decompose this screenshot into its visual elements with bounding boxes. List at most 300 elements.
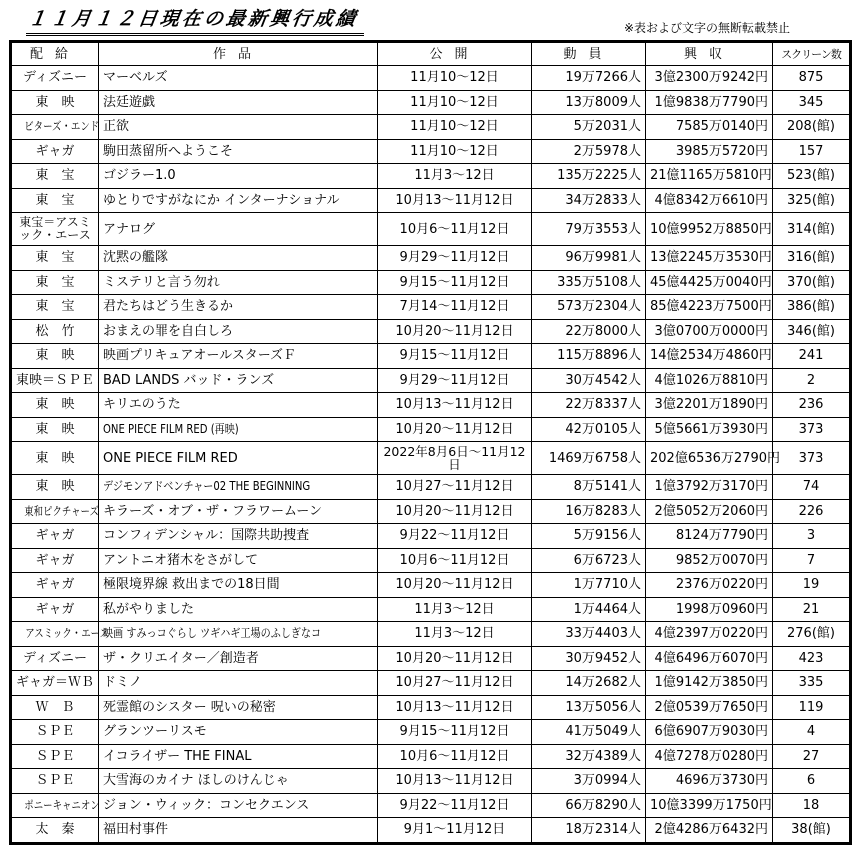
cell-audience [532,393,646,418]
cell-audience-text: 115万8896人 [557,348,641,364]
cell-screens [773,66,850,91]
cell-revenue-text: 1億9838万7790円 [654,94,768,110]
table-row [12,246,850,271]
cell-revenue [646,475,773,500]
cell-screens [773,769,850,794]
cell-audience-text: 3万0994人 [573,773,641,789]
cell-revenue [646,368,773,393]
cell-distributor-text: 東 宝 [35,250,75,266]
cell-revenue [646,442,780,475]
cell-screens [773,720,850,745]
table-row [12,548,850,573]
cell-screens [773,646,850,671]
cell-release-period-text: 2022年8月6日～11月12日 [383,444,526,472]
cell-work [99,744,378,769]
cell-audience-text: 13万5056人 [565,699,641,715]
cell-distributor-text: ディズニー [23,650,87,666]
cell-distributor-text: 東 映 [35,421,75,437]
cell-work [99,646,378,671]
cell-screens-text: 523(館) [787,168,835,184]
cell-distributor-text: ギャガ [35,552,75,568]
cell-revenue-text: 1億3792万3170円 [654,479,768,495]
cell-work-text: イコライザー THE FINAL [103,748,252,764]
cell-audience [532,818,646,843]
cell-release-period [378,548,532,573]
cell-audience [532,115,646,140]
cell-revenue [646,270,773,295]
cell-revenue-text: 1998万0960円 [675,601,768,617]
cell-screens [773,90,850,115]
cell-screens [773,417,850,442]
table-row [12,417,850,442]
cell-audience [532,475,646,500]
cell-revenue [646,66,773,91]
cell-work [99,115,378,140]
cell-work-text: ザ・クリエイター／創造者 [103,650,259,666]
cell-distributor [12,344,99,369]
cell-audience-text: 19万7266人 [565,70,641,86]
cell-distributor [12,319,99,344]
header-distributor: 配給 [12,43,99,66]
table-row [12,524,850,549]
cell-screens [773,744,850,769]
cell-distributor-text: 東 映 [35,397,75,413]
table-row [12,139,850,164]
header-screens: スクリーン数 [773,43,850,66]
cell-release-period-text: 9月15～11月12日 [399,274,510,290]
cell-release-period [378,115,532,140]
cell-distributor [12,548,99,573]
cell-release-period-text: 7月14～11月12日 [399,299,510,315]
cell-work [99,524,378,549]
cell-distributor-text: ＳＰＥ [35,773,75,789]
cell-release-period [378,671,532,696]
cell-screens-text: 316(館) [787,250,835,266]
cell-revenue-text: 10億9952万8850円 [650,221,772,237]
cell-release-period-text: 11月3～12日 [414,626,495,642]
cell-release-period-text: 10月27～11月12日 [395,479,514,495]
cell-distributor-text: ＳＰＥ [35,748,75,764]
table-row [12,344,850,369]
table-row [12,213,850,246]
cell-work [99,270,378,295]
cell-distributor [12,393,99,418]
cell-revenue-text: 45億4425万0040円 [650,274,772,290]
cell-distributor [12,115,99,140]
cell-screens-text: 6 [806,773,816,789]
cell-audience-text: 33万4403人 [565,626,641,642]
page-title: １１月１２日現在の最新興行成績 [26,8,360,30]
cell-distributor [12,164,99,189]
cell-audience-text: 79万3553人 [565,221,641,237]
cell-work [99,139,378,164]
table-row [12,622,850,647]
table-row [12,188,850,213]
cell-audience-text: 1万4464人 [573,601,641,617]
table-row [12,90,850,115]
cell-audience-text: 1万7710人 [573,577,641,593]
cell-distributor-text: アスミック・エース [25,626,110,641]
cell-audience-text: 22万8337人 [565,397,641,413]
cell-audience-text: 30万9452人 [565,650,641,666]
cell-work-text: 死霊館のシスター 呪いの秘密 [103,699,276,715]
cell-release-period-text: 9月22～11月12日 [399,797,510,813]
cell-distributor [12,793,99,818]
cell-revenue [646,548,773,573]
cell-screens [773,213,850,246]
table-row [12,597,850,622]
cell-screens-text: 370(館) [787,274,835,290]
header-audience: 動員 [532,43,646,66]
cell-audience-text: 22万8000人 [565,323,641,339]
cell-distributor [12,66,99,91]
cell-release-period [378,213,532,246]
cell-distributor-text: 東 宝 [35,299,75,315]
cell-revenue-text: 2億0539万7650円 [654,699,768,715]
cell-revenue [646,499,773,524]
table-row [12,442,850,475]
cell-audience-text: 42万0105人 [565,421,641,437]
cell-distributor-text: 東宝＝アスミック・エース [19,215,91,242]
cell-release-period-text: 9月22～11月12日 [399,528,510,544]
cell-audience [532,368,646,393]
cell-release-period [378,499,532,524]
cell-release-period [378,524,532,549]
cell-revenue [646,90,773,115]
cell-screens-text: 373 [798,421,824,437]
cell-audience [532,319,646,344]
cell-distributor [12,646,99,671]
cell-work-text: ミステリと言う勿れ [103,274,220,290]
table-row [12,475,850,500]
cell-screens [773,115,850,140]
cell-distributor-text: 東 映 [35,348,75,364]
cell-release-period [378,90,532,115]
cell-distributor-text: 東 映 [35,94,75,110]
cell-audience-text: 32万4389人 [565,748,641,764]
header-revenue: 興収 [646,43,773,66]
cell-release-period [378,417,532,442]
cell-work [99,671,378,696]
table-row [12,393,850,418]
cell-release-period-text: 10月6～11月12日 [399,552,510,568]
cell-revenue [646,417,773,442]
cell-revenue-text: 6億6907万9030円 [654,724,768,740]
cell-work-text: 大雪海のカイナ ほしのけんじゃ [103,773,289,789]
cell-distributor-text: 東 映 [35,450,75,466]
cell-audience-text: 16万8283人 [565,503,641,519]
table-row [12,646,850,671]
cell-work [99,793,378,818]
cell-distributor [12,213,99,246]
cell-screens [773,695,850,720]
cell-distributor [12,818,99,843]
cell-audience [532,597,646,622]
cell-audience [532,270,646,295]
cell-audience-text: 6万6723人 [573,552,641,568]
cell-audience-text: 5万9156人 [573,528,641,544]
cell-screens-text: 21 [802,601,820,617]
cell-work [99,188,378,213]
cell-audience [532,548,646,573]
cell-distributor [12,671,99,696]
table-row [12,499,850,524]
cell-screens-text: 226 [798,503,824,519]
table-row [12,66,850,91]
cell-work-text: 極限境界線 救出までの18日間 [103,577,280,593]
cell-audience [532,417,646,442]
cell-release-period [378,66,532,91]
cell-distributor [12,417,99,442]
cell-release-period-text: 10月13～11月12日 [395,397,514,413]
cell-distributor-text: ギャガ [35,601,75,617]
cell-release-period [378,164,532,189]
cell-audience [532,442,646,475]
cell-work [99,769,378,794]
cell-distributor [12,90,99,115]
cell-audience [532,246,646,271]
cell-work-text: おまえの罪を自白しろ [103,323,234,339]
cell-screens [773,442,850,475]
cell-release-period-text: 9月15～11月12日 [399,348,510,364]
cell-audience [532,90,646,115]
cell-release-period-text: 10月13～11月12日 [395,699,514,715]
cell-work-text: 映画 すみっコぐらし ツギハギ工場のふしぎなコ [103,626,322,641]
cell-screens [773,573,850,598]
cell-revenue-text: 14億2534万4860円 [650,348,772,364]
cell-screens [773,499,850,524]
cell-revenue-text: 2376万0220円 [675,577,768,593]
cell-distributor [12,270,99,295]
cell-distributor-text: 東 宝 [35,274,75,290]
cell-distributor-text: 東 宝 [35,192,75,208]
cell-release-period-text: 11月10～12日 [410,70,499,86]
cell-release-period-text: 9月15～11月12日 [399,724,510,740]
cell-revenue [646,622,773,647]
cell-screens-text: 875 [798,70,824,86]
table-row [12,573,850,598]
cell-release-period-text: 10月13～11月12日 [395,192,514,208]
cell-audience-text: 2万5978人 [573,143,641,159]
cell-distributor [12,524,99,549]
cell-revenue [646,319,773,344]
cell-audience-text: 1469万6758人 [548,450,641,466]
table-row [12,695,850,720]
cell-work-text: 法廷遊戯 [103,94,156,110]
cell-release-period-text: 10月6～11月12日 [399,221,510,237]
cell-audience-text: 66万8290人 [565,797,641,813]
cell-revenue-text: 2億5052万2060円 [654,503,768,519]
cell-distributor-text: ギャガ＝ＷＢ [16,675,95,691]
cell-work [99,246,378,271]
cell-screens [773,164,850,189]
cell-screens-text: 208(館) [787,119,835,135]
cell-release-period [378,319,532,344]
cell-screens-text: 119 [798,699,824,715]
cell-work [99,344,378,369]
cell-revenue [646,671,773,696]
cell-release-period [378,744,532,769]
cell-distributor [12,246,99,271]
cell-work-text: キリエのうた [103,397,181,413]
cell-work [99,720,378,745]
cell-revenue [646,744,773,769]
cell-revenue [646,295,773,320]
cell-distributor-text: ギャガ [35,528,75,544]
cell-audience [532,573,646,598]
table-row [12,720,850,745]
cell-distributor-text: ギャガ [35,143,75,159]
cell-release-period-text: 10月27～11月12日 [395,675,514,691]
cell-revenue-text: 1億9142万3850円 [654,675,768,691]
cell-release-period [378,246,532,271]
cell-screens [773,295,850,320]
cell-release-period [378,475,532,500]
cell-audience [532,295,646,320]
cell-release-period-text: 9月29～11月12日 [399,250,510,266]
cell-release-period [378,818,532,843]
cell-screens [773,524,850,549]
cell-revenue-text: 4億2397万0220円 [654,626,768,642]
cell-audience [532,66,646,91]
cell-revenue [646,139,773,164]
cell-revenue-text: 10億3399万1750円 [650,797,772,813]
cell-work [99,597,378,622]
cell-revenue [646,793,773,818]
cell-distributor [12,622,110,647]
cell-screens [773,344,850,369]
table-row [12,115,850,140]
cell-work [99,66,378,91]
cell-screens-text: 27 [802,748,820,764]
cell-distributor-text: 東 宝 [35,168,75,184]
cell-screens-text: 346(館) [787,323,835,339]
cell-audience [532,769,646,794]
cell-distributor [12,744,99,769]
cell-audience [532,695,646,720]
cell-work-text: ONE PIECE FILM RED (再映) [103,421,239,436]
cell-revenue-text: 2億4286万6432円 [654,822,768,838]
cell-release-period [378,573,532,598]
table-body [12,66,850,843]
cell-release-period-text: 11月3～12日 [414,601,495,617]
cell-distributor [12,139,99,164]
cell-screens-text: 325(館) [787,192,835,208]
cell-audience-text: 96万9981人 [565,250,641,266]
cell-audience-text: 8万5141人 [573,479,641,495]
cell-revenue-text: 3億2300万9242円 [654,70,768,86]
cell-work [99,319,378,344]
cell-distributor-text: 太 秦 [35,822,75,838]
cell-screens-text: 345 [798,94,824,110]
cell-audience [532,622,646,647]
cell-work-text: 映画プリキュアオールスターズＦ [103,348,297,364]
cell-screens-text: 2 [806,372,816,388]
cell-work [99,295,378,320]
cell-distributor [12,499,99,524]
cell-screens [773,368,850,393]
cell-release-period [378,295,532,320]
cell-distributor [12,475,99,500]
cell-work [99,818,378,843]
cell-revenue-text: 4億6496万6070円 [654,650,768,666]
title-underline [26,33,364,36]
cell-screens [773,319,850,344]
cell-release-period [378,368,532,393]
cell-work [99,499,378,524]
cell-screens-text: 236 [798,397,824,413]
cell-revenue [646,188,773,213]
cell-release-period [378,344,532,369]
cell-work-text: ゴジラー1.0 [103,168,176,184]
cell-screens-text: 74 [802,479,820,495]
cell-distributor-text: ギャガ [35,577,75,593]
cell-screens [773,622,850,647]
cell-work [99,164,378,189]
cell-work-text: グランツーリスモ [103,724,207,740]
cell-work-text: アナログ [103,221,156,237]
cell-distributor-text: 東映＝ＳＰＥ [16,372,95,388]
cell-screens [773,548,850,573]
cell-revenue-text: 7585万0140円 [675,119,768,135]
cell-release-period-text: 9月29～11月12日 [399,372,510,388]
cell-screens-text: 335 [798,675,824,691]
cell-screens [773,818,850,843]
cell-audience-text: 5万2031人 [573,119,641,135]
table-row [12,319,850,344]
cell-audience-text: 335万5108人 [557,274,641,290]
cell-work-text: BAD LANDS バッド・ランズ [103,372,275,388]
cell-work-text: キラーズ・オブ・ザ・フラワームーン [103,503,323,519]
cell-revenue-text: 4億7278万0280円 [654,748,768,764]
cell-screens-text: 386(館) [787,299,835,315]
cell-screens-text: 314(館) [787,221,835,237]
cell-work [99,573,378,598]
cell-work [99,417,378,442]
cell-release-period-text: 11月10～12日 [410,94,499,110]
cell-screens [773,671,850,696]
cell-screens [773,475,850,500]
header-work: 作品 [99,43,378,66]
cell-work [99,393,378,418]
cell-screens [773,793,850,818]
cell-screens [773,270,850,295]
cell-audience [532,744,646,769]
cell-revenue-text: 202億6536万2790円 [650,450,780,466]
cell-work [99,548,378,573]
cell-release-period [378,270,532,295]
cell-work-text: ドミノ [103,675,143,691]
cell-audience [532,524,646,549]
cell-release-period-text: 10月20～11月12日 [395,323,514,339]
cell-work [99,368,378,393]
cell-audience-text: 41万5049人 [565,724,641,740]
cell-revenue [646,164,773,189]
cell-work-text: ジョン・ウィック：コンセクエンス [103,797,310,813]
cell-revenue-text: 4億8342万6610円 [654,192,768,208]
cell-audience [532,671,646,696]
cell-screens [773,246,850,271]
cell-audience-text: 18万2314人 [565,822,641,838]
cell-screens [773,139,850,164]
cell-revenue-text: 8124万7790円 [675,528,768,544]
cell-distributor [12,769,99,794]
table-row [12,671,850,696]
cell-work-text: 正欲 [103,119,130,135]
cell-release-period [378,769,532,794]
cell-screens-text: 3 [806,528,816,544]
cell-revenue-text: 85億4223万7500円 [650,299,772,315]
